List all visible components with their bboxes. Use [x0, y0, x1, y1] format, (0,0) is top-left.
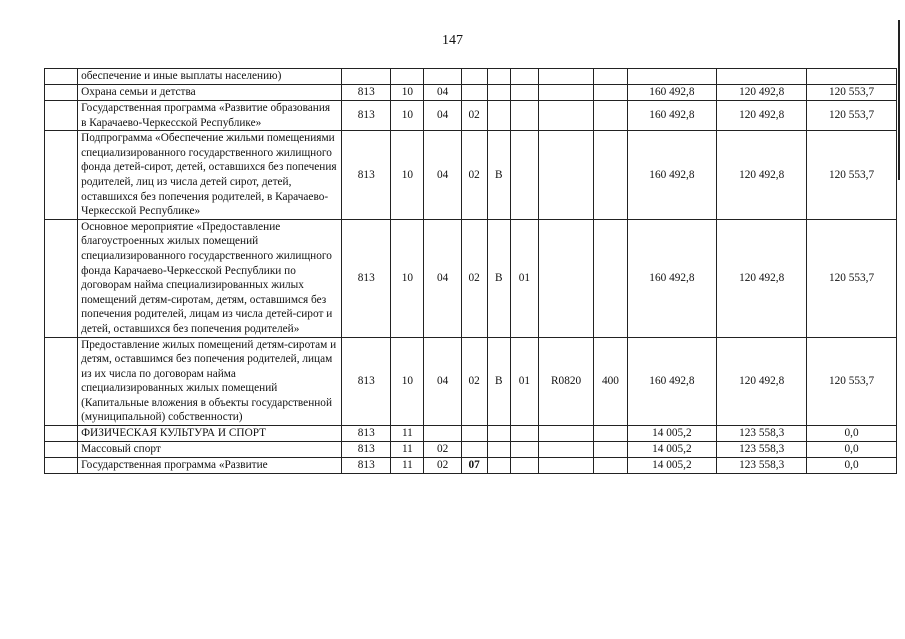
amount-year-1: 160 492,8 [627, 337, 717, 426]
grbs-code: 813 [342, 458, 391, 474]
subsection-code: 04 [424, 337, 461, 426]
section-code: 10 [391, 131, 424, 220]
amount-year-2: 120 492,8 [717, 131, 807, 220]
row-index-cell [45, 69, 78, 85]
activity-code: 01 [511, 219, 539, 337]
subprogram-code: В [487, 219, 511, 337]
program-code: 02 [461, 219, 487, 337]
item-name: Основное мероприятие «Предоставление благоустроенных жилых помещений специализированного государственного жилищного фонда Карачаево-Черкесской Республики по договорам найма специализированных жилых помещений детям-сиротам, детям, оставшимся без попечения родителей, лицам из числа детей-сирот и детей, оставшихся без попечения родителей» [78, 219, 342, 337]
amount-year-2: 120 492,8 [717, 101, 807, 131]
direction-code: R0820 [538, 337, 594, 426]
table-row [45, 131, 897, 220]
amount-year-1: 14 005,2 [627, 458, 717, 474]
item-name: Государственная программа «Развитие [78, 458, 342, 474]
direction-code [538, 101, 594, 131]
program-code: 02 [461, 101, 487, 131]
subsection-code: 04 [424, 219, 461, 337]
table-row [45, 458, 897, 474]
amount-year-3: 0,0 [807, 442, 897, 458]
subprogram-code [487, 458, 511, 474]
row-index-cell [45, 219, 78, 337]
activity-code [511, 442, 539, 458]
expense-type-code [594, 219, 627, 337]
direction-code [538, 442, 594, 458]
amount-year-2: 120 492,8 [717, 337, 807, 426]
subprogram-code [487, 426, 511, 442]
program-code: 07 [461, 458, 487, 474]
table-row [45, 426, 897, 442]
section-code: 11 [391, 458, 424, 474]
subprogram-code: В [487, 337, 511, 426]
amount-year-3: 120 553,7 [807, 219, 897, 337]
expense-type-code [594, 101, 627, 131]
section-code: 11 [391, 442, 424, 458]
table-row [45, 219, 897, 337]
subprogram-code [487, 101, 511, 131]
section-code: 10 [391, 219, 424, 337]
activity-code [511, 426, 539, 442]
row-index-cell [45, 101, 78, 131]
expense-type-code [594, 85, 627, 101]
expense-type-code [594, 442, 627, 458]
page-number: 147 [442, 33, 463, 48]
item-name: Массовый спорт [78, 442, 342, 458]
expense-type-code [594, 69, 627, 85]
amount-year-3: 120 553,7 [807, 131, 897, 220]
subprogram-code [487, 85, 511, 101]
row-index-cell [45, 442, 78, 458]
grbs-code [342, 69, 391, 85]
program-code [461, 69, 487, 85]
subsection-code [424, 426, 461, 442]
item-name: Охрана семьи и детства [78, 85, 342, 101]
grbs-code: 813 [342, 131, 391, 220]
grbs-code: 813 [342, 219, 391, 337]
subsection-code: 02 [424, 458, 461, 474]
subsection-code: 04 [424, 85, 461, 101]
row-index-cell [45, 426, 78, 442]
section-code [391, 69, 424, 85]
amount-year-1: 160 492,8 [627, 101, 717, 131]
expense-type-code [594, 426, 627, 442]
row-index-cell [45, 337, 78, 426]
section-code: 10 [391, 85, 424, 101]
item-name: Предоставление жилых помещений детям-сиротам и детям, оставшимся без попечения родителей, лицам из их числа по договорам найма специализированных жилых помещений (Капитальные вложения в объекты государственной (муниципальной) собственности) [78, 337, 342, 426]
direction-code [538, 219, 594, 337]
item-name: ФИЗИЧЕСКАЯ КУЛЬТУРА И СПОРТ [78, 426, 342, 442]
expense-type-code: 400 [594, 337, 627, 426]
item-name: обеспечение и иные выплаты населению) [78, 69, 342, 85]
grbs-code: 813 [342, 101, 391, 131]
grbs-code: 813 [342, 442, 391, 458]
row-index-cell [45, 131, 78, 220]
table-row [45, 442, 897, 458]
expense-type-code [594, 458, 627, 474]
amount-year-1 [627, 69, 717, 85]
program-code [461, 426, 487, 442]
amount-year-3: 0,0 [807, 458, 897, 474]
direction-code [538, 458, 594, 474]
program-code [461, 442, 487, 458]
subsection-code: 02 [424, 442, 461, 458]
amount-year-2: 120 492,8 [717, 219, 807, 337]
table-row [45, 101, 897, 131]
amount-year-2: 123 558,3 [717, 426, 807, 442]
subsection-code: 04 [424, 101, 461, 131]
table-row [45, 69, 897, 85]
amount-year-1: 160 492,8 [627, 85, 717, 101]
section-code: 10 [391, 101, 424, 131]
subsection-code: 04 [424, 131, 461, 220]
amount-year-1: 160 492,8 [627, 219, 717, 337]
activity-code [511, 69, 539, 85]
amount-year-2 [717, 69, 807, 85]
row-index-cell [45, 458, 78, 474]
amount-year-2: 123 558,3 [717, 458, 807, 474]
amount-year-3: 120 553,7 [807, 85, 897, 101]
amount-year-1: 14 005,2 [627, 426, 717, 442]
direction-code [538, 131, 594, 220]
item-name: Подпрограмма «Обеспечение жильми помещениями специализированного государственного жилищного фонда детей-сирот, детей, оставшихся без попечения родителей, лиц из числа детей сирот, детей, оставшихся без попечения родителей, в Карачаево-Черкесской Республике» [78, 131, 342, 220]
amount-year-3: 0,0 [807, 426, 897, 442]
amount-year-3 [807, 69, 897, 85]
section-code: 11 [391, 426, 424, 442]
program-code [461, 85, 487, 101]
amount-year-3: 120 553,7 [807, 101, 897, 131]
budget-table [44, 68, 897, 474]
direction-code [538, 69, 594, 85]
activity-code [511, 131, 539, 220]
subprogram-code [487, 442, 511, 458]
activity-code [511, 101, 539, 131]
amount-year-1: 160 492,8 [627, 131, 717, 220]
grbs-code: 813 [342, 337, 391, 426]
activity-code [511, 458, 539, 474]
activity-code [511, 85, 539, 101]
grbs-code: 813 [342, 426, 391, 442]
subprogram-code: В [487, 131, 511, 220]
amount-year-3: 120 553,7 [807, 337, 897, 426]
table-row [45, 85, 897, 101]
program-code: 02 [461, 337, 487, 426]
expense-type-code [594, 131, 627, 220]
amount-year-2: 123 558,3 [717, 442, 807, 458]
scan-edge-line [898, 20, 900, 180]
grbs-code: 813 [342, 85, 391, 101]
amount-year-2: 120 492,8 [717, 85, 807, 101]
program-code: 02 [461, 131, 487, 220]
amount-year-1: 14 005,2 [627, 442, 717, 458]
row-index-cell [45, 85, 78, 101]
direction-code [538, 426, 594, 442]
subprogram-code [487, 69, 511, 85]
section-code: 10 [391, 337, 424, 426]
direction-code [538, 85, 594, 101]
subsection-code [424, 69, 461, 85]
activity-code: 01 [511, 337, 539, 426]
item-name: Государственная программа «Развитие образования в Карачаево-Черкесской Республике» [78, 101, 342, 131]
table-row [45, 337, 897, 426]
